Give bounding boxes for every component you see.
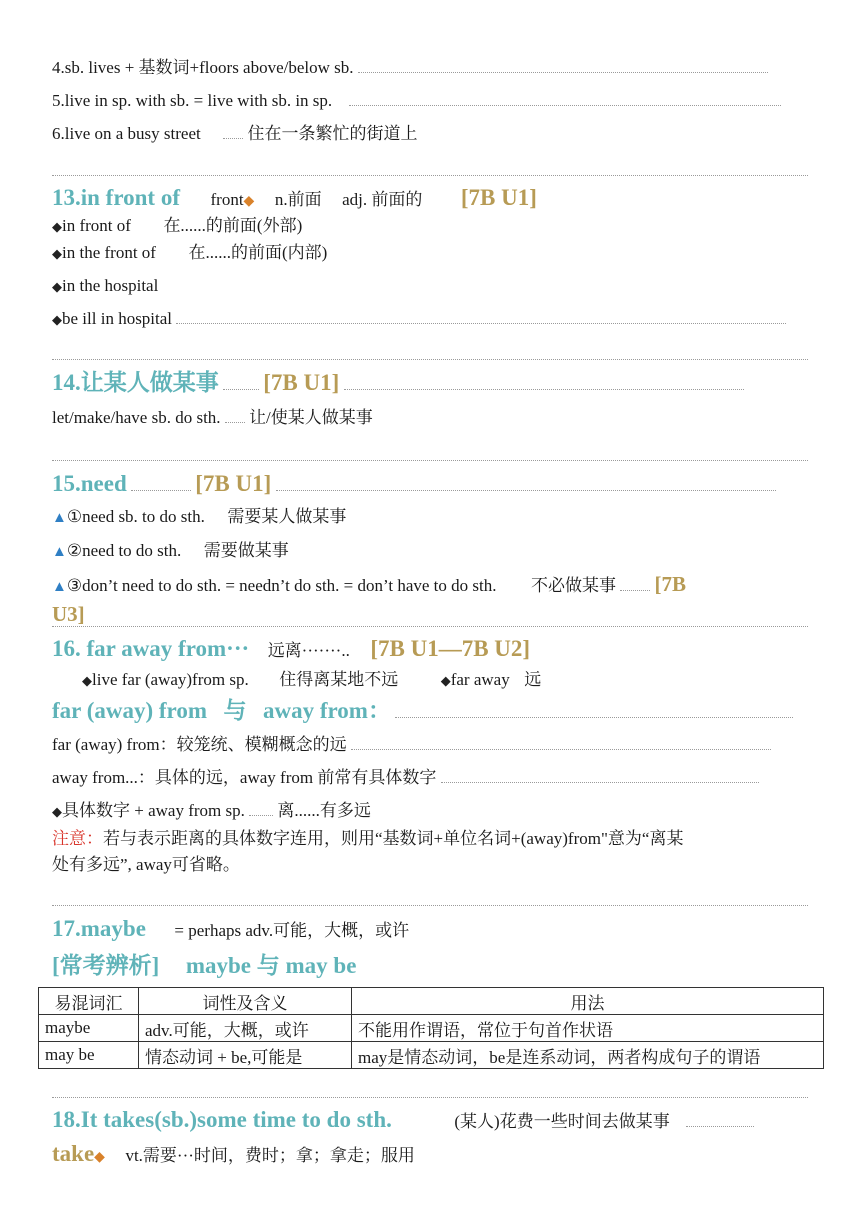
answer-blank	[225, 408, 245, 423]
keyword-take: take	[52, 1141, 95, 1166]
distinction-heading	[52, 952, 808, 980]
diamond-icon: ◆	[94, 1150, 105, 1165]
answer-blank	[349, 91, 781, 106]
section-16-meaning: 远离·······..	[267, 641, 350, 660]
phrase: live far (away)from sp.	[92, 670, 249, 689]
triangle-bullet-icon: ▲	[52, 510, 67, 526]
section-16-subitems	[82, 669, 838, 692]
item-5-text: 5.live in sp. with sb. = live with sb. in sp.	[52, 91, 333, 110]
item-6	[52, 123, 808, 145]
note-label: 注意：	[52, 829, 103, 848]
section-15-title: 15.need	[52, 471, 127, 496]
phrase: in the front of	[62, 243, 156, 262]
section-13-heading	[52, 184, 808, 212]
item-6-english: 6.live on a busy street	[52, 124, 201, 143]
explanation-2	[52, 767, 808, 789]
divider	[52, 1097, 808, 1098]
phrase: in the hospital	[62, 276, 159, 295]
diamond-bullet-icon: ◆	[52, 219, 62, 234]
note-text: 处有多远”, away可省略。	[52, 855, 240, 874]
unit-tag: [7B U1]	[195, 471, 272, 496]
explanation-3	[52, 800, 808, 823]
distinction-label: [常考辨析]	[52, 953, 160, 978]
section-14-heading	[52, 369, 808, 397]
section-15-heading	[52, 470, 808, 498]
phrase: far away	[450, 670, 510, 689]
list-item	[52, 242, 808, 265]
note	[52, 828, 808, 850]
section-17-heading	[52, 915, 808, 943]
table-row	[39, 1015, 824, 1042]
section-18-meaning: (某人)花费一些时间去做某事	[454, 1112, 670, 1131]
note-continued	[52, 854, 808, 876]
section-17-definition: = perhaps adv.可能，大概，或许	[174, 921, 410, 940]
diamond-bullet-icon: ◆	[52, 246, 62, 261]
answer-blank	[223, 375, 259, 390]
keyword-front: front	[210, 190, 244, 209]
answer-blank	[249, 801, 273, 816]
section-16-title: 16. far away from···	[52, 636, 250, 661]
section-14-line	[52, 407, 808, 429]
section-18-keyword	[52, 1140, 808, 1168]
section-13-title: 13.in front of	[52, 185, 180, 210]
note-text: 若与表示距离的具体数字连用，则用“基数词+单位名词+(away)from"意为“离某	[103, 829, 684, 848]
section-17-title: 17.maybe	[52, 916, 146, 941]
list-item	[52, 308, 808, 331]
phrase: ①need sb. to do sth.	[66, 507, 205, 526]
compare-heading	[52, 697, 808, 725]
compare-connector: 与	[223, 698, 247, 723]
compare-term-b: away from：	[263, 698, 391, 723]
table-header-cell: 词性及含义	[139, 988, 352, 1015]
answer-blank	[131, 476, 191, 491]
list-item	[52, 540, 808, 563]
diamond-icon: ◆	[243, 194, 255, 209]
meaning: 离......有多远	[277, 801, 371, 820]
table-cell: may be	[39, 1042, 139, 1069]
answer-blank	[223, 124, 243, 139]
table-header-row	[39, 988, 824, 1015]
triangle-bullet-icon: ▲	[52, 544, 67, 560]
table-cell: maybe	[39, 1015, 139, 1042]
table-header-cell: 用法	[352, 988, 824, 1015]
adj-meaning: adj. 前面的	[342, 190, 423, 209]
list-item-continued	[52, 603, 808, 627]
phrase: 具体数字 + away from sp.	[62, 801, 245, 820]
meaning: 在......的前面(外部)	[163, 216, 303, 235]
item-6-chinese: 住在一条繁忙的街道上	[247, 124, 418, 143]
comparison-table	[38, 987, 824, 1069]
explanation-text: far (away) from：较笼统、模糊概念的远	[52, 735, 347, 754]
meaning: 需要做某事	[203, 541, 289, 560]
list-item	[52, 215, 808, 238]
answer-blank	[441, 768, 759, 783]
unit-tag: [7B U1]	[263, 370, 340, 395]
list-item	[52, 506, 808, 529]
answer-blank	[358, 58, 768, 73]
table-cell: adv.可能，大概，或许	[139, 1015, 352, 1042]
answer-blank	[620, 576, 650, 591]
meaning: 让/使某人做某事	[249, 408, 373, 427]
distinction-title: maybe 与 may be	[185, 953, 357, 978]
answer-blank	[276, 476, 776, 491]
table-row	[39, 1042, 824, 1069]
divider	[52, 359, 808, 360]
item-4-text: 4.sb. lives + 基数词+floors above/below sb.	[52, 58, 354, 77]
unit-tag: [7B U1—7B U2]	[370, 636, 531, 661]
divider	[52, 905, 808, 906]
answer-blank	[176, 309, 786, 324]
list-item	[52, 275, 808, 298]
section-16-heading	[52, 635, 808, 663]
explanation-1	[52, 734, 808, 756]
noun-meaning: n.前面	[274, 190, 322, 209]
section-18-title: 18.It takes(sb.)some time to do sth.	[52, 1107, 392, 1132]
keyword-take-definition: vt.需要···时间，费时；拿；拿走；服用	[125, 1146, 415, 1165]
table-cell: may是情态动词，be是连系动词，两者构成句子的谓语	[352, 1042, 824, 1069]
divider	[52, 175, 808, 176]
diamond-bullet-icon: ◆	[52, 279, 62, 294]
meaning: 不必做某事	[531, 576, 616, 595]
phrase: ③don’t need to do sth. = needn’t do sth. = don’t have to do sth.	[66, 576, 497, 595]
table-header-cell: 易混词汇	[39, 988, 139, 1015]
section-18-heading	[52, 1106, 808, 1134]
unit-tag: [7B	[654, 572, 686, 596]
diamond-bullet-icon: ◆	[440, 673, 451, 688]
phrase: let/make/have sb. do sth.	[52, 408, 221, 427]
meaning: 住得离某地不远	[279, 670, 399, 689]
meaning: 在......的前面(内部)	[188, 243, 328, 262]
divider	[52, 626, 808, 627]
triangle-bullet-icon: ▲	[52, 579, 67, 595]
phrase: in front of	[62, 216, 131, 235]
item-5	[52, 90, 808, 112]
phrase: ②need to do sth.	[66, 541, 182, 560]
answer-blank	[395, 703, 793, 718]
table-cell: 不能用作谓语，常位于句首作状语	[352, 1015, 824, 1042]
compare-term-a: far (away) from	[52, 698, 207, 723]
divider	[52, 460, 808, 461]
item-4	[52, 57, 808, 79]
diamond-bullet-icon: ◆	[82, 673, 92, 688]
answer-blank	[686, 1112, 754, 1127]
meaning: 远	[524, 670, 542, 689]
meaning: 需要某人做某事	[227, 507, 347, 526]
diamond-bullet-icon: ◆	[52, 312, 62, 327]
diamond-bullet-icon: ◆	[52, 804, 62, 819]
unit-tag-continued: U3]	[52, 602, 85, 626]
unit-tag: [7B U1]	[460, 185, 537, 210]
answer-blank	[344, 375, 744, 390]
table-cell: 情态动词 + be,可能是	[139, 1042, 352, 1069]
answer-blank	[351, 735, 771, 750]
phrase: be ill in hospital	[62, 309, 173, 328]
explanation-text: away from...：具体的远，away from 前常有具体数字	[52, 768, 437, 787]
section-14-title: 14.让某人做某事	[52, 370, 219, 395]
